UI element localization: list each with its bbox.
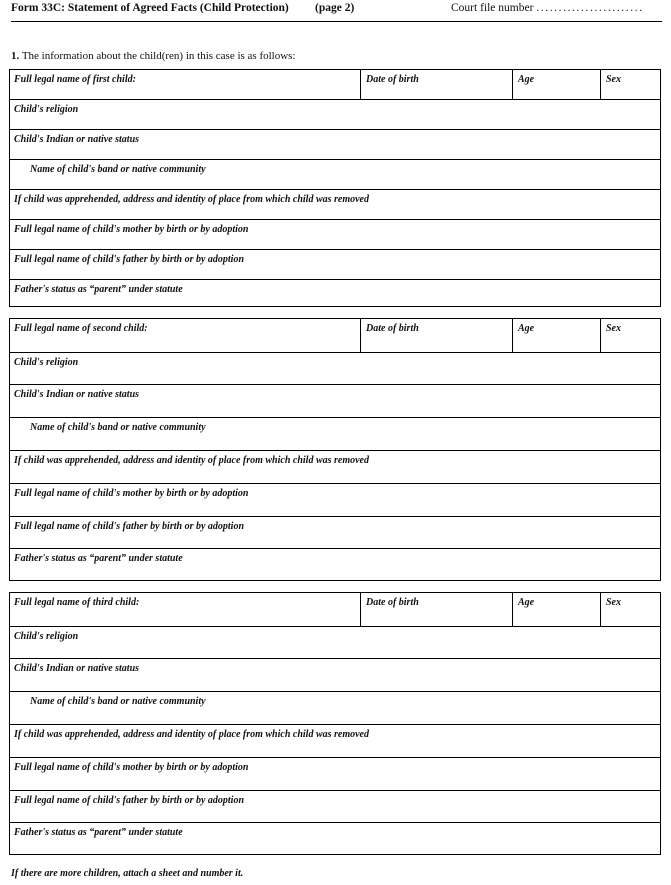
child-name-field[interactable]: Full legal name of first child: — [14, 74, 136, 85]
sex-cell[interactable] — [600, 319, 662, 352]
father-row[interactable] — [10, 250, 660, 280]
age-cell[interactable] — [512, 319, 600, 352]
father-label: Full legal name of child's father by birth or by adoption — [14, 254, 245, 265]
band-row[interactable] — [10, 160, 660, 190]
section-number: 1. — [11, 50, 20, 62]
section-intro-text: The information about the child(ren) in this case is as follows: — [21, 50, 296, 62]
dob-label: Date of birth — [366, 74, 419, 85]
religion-row[interactable] — [10, 100, 660, 130]
footer-note: If there are more children, attach a sheet and number it. — [11, 868, 244, 879]
page-label: (page 2) — [315, 2, 355, 14]
sex-label: Sex — [606, 74, 621, 85]
dob-cell[interactable] — [360, 593, 512, 626]
court-file-dots: ........................ — [536, 2, 644, 14]
native-status-row[interactable] — [10, 659, 660, 692]
apprehended-label: If child was apprehended, address and identity of place from which child was removed — [14, 455, 369, 466]
mother-label: Full legal name of child's mother by birth or by adoption — [14, 224, 249, 235]
dob-cell[interactable] — [360, 70, 512, 99]
age-cell[interactable] — [512, 70, 600, 99]
father-row[interactable] — [10, 517, 660, 549]
father-label: Full legal name of child's father by birth or by adoption — [14, 521, 245, 532]
religion-label: Child's religion — [14, 104, 79, 115]
age-label: Age — [518, 74, 535, 85]
father-label: Full legal name of child's father by birth or by adoption — [14, 795, 245, 806]
mother-label: Full legal name of child's mother by birth or by adoption — [14, 488, 249, 499]
mother-row[interactable] — [10, 484, 660, 517]
father-status-label: Father's status as “parent” under statute — [14, 553, 183, 564]
child-name-row — [10, 593, 660, 627]
religion-label: Child's religion — [14, 357, 79, 368]
father-status-label: Father's status as “parent” under statute — [14, 827, 183, 838]
form-title: Form 33C: Statement of Agreed Facts (Child Protection) — [11, 2, 289, 14]
apprehended-row[interactable] — [10, 190, 660, 220]
apprehended-label: If child was apprehended, address and identity of place from which child was removed — [14, 194, 369, 205]
child-block-1 — [9, 69, 661, 307]
age-cell[interactable] — [512, 593, 600, 626]
band-label: Name of child's band or native community — [30, 422, 206, 433]
court-file-number[interactable] — [451, 2, 644, 14]
band-label: Name of child's band or native community — [30, 696, 206, 707]
dob-label: Date of birth — [366, 597, 419, 608]
religion-row[interactable] — [10, 627, 660, 659]
band-row[interactable] — [10, 418, 660, 451]
age-label: Age — [518, 597, 535, 608]
sex-cell[interactable] — [600, 70, 662, 99]
apprehended-row[interactable] — [10, 725, 660, 758]
father-row[interactable] — [10, 791, 660, 823]
child-block-3 — [9, 592, 661, 855]
religion-label: Child's religion — [14, 631, 79, 642]
band-row[interactable] — [10, 692, 660, 725]
child-name-row — [10, 319, 660, 353]
dob-cell[interactable] — [360, 319, 512, 352]
age-label: Age — [518, 323, 535, 334]
dob-label: Date of birth — [366, 323, 419, 334]
native-status-row[interactable] — [10, 385, 660, 418]
native-status-label: Child's Indian or native status — [14, 134, 140, 145]
mother-row[interactable] — [10, 758, 660, 791]
mother-row[interactable] — [10, 220, 660, 250]
child-block-2 — [9, 318, 661, 581]
band-label: Name of child's band or native community — [30, 164, 206, 175]
father-status-row[interactable] — [10, 280, 660, 306]
apprehended-label: If child was apprehended, address and identity of place from which child was removed — [14, 729, 369, 740]
father-status-row[interactable] — [10, 823, 660, 854]
native-status-label: Child's Indian or native status — [14, 389, 140, 400]
religion-row[interactable] — [10, 353, 660, 385]
child-name-field[interactable]: Full legal name of second child: — [14, 323, 148, 334]
sex-cell[interactable] — [600, 593, 662, 626]
father-status-row[interactable] — [10, 549, 660, 580]
father-status-label: Father's status as “parent” under statute — [14, 284, 183, 295]
section-intro — [11, 50, 296, 62]
page-header — [11, 0, 662, 22]
sex-label: Sex — [606, 597, 621, 608]
child-name-field[interactable]: Full legal name of third child: — [14, 597, 140, 608]
native-status-row[interactable] — [10, 130, 660, 160]
native-status-label: Child's Indian or native status — [14, 663, 140, 674]
sex-label: Sex — [606, 323, 621, 334]
apprehended-row[interactable] — [10, 451, 660, 484]
mother-label: Full legal name of child's mother by birth or by adoption — [14, 762, 249, 773]
child-name-row — [10, 70, 660, 100]
court-file-label: Court file number — [451, 2, 534, 14]
